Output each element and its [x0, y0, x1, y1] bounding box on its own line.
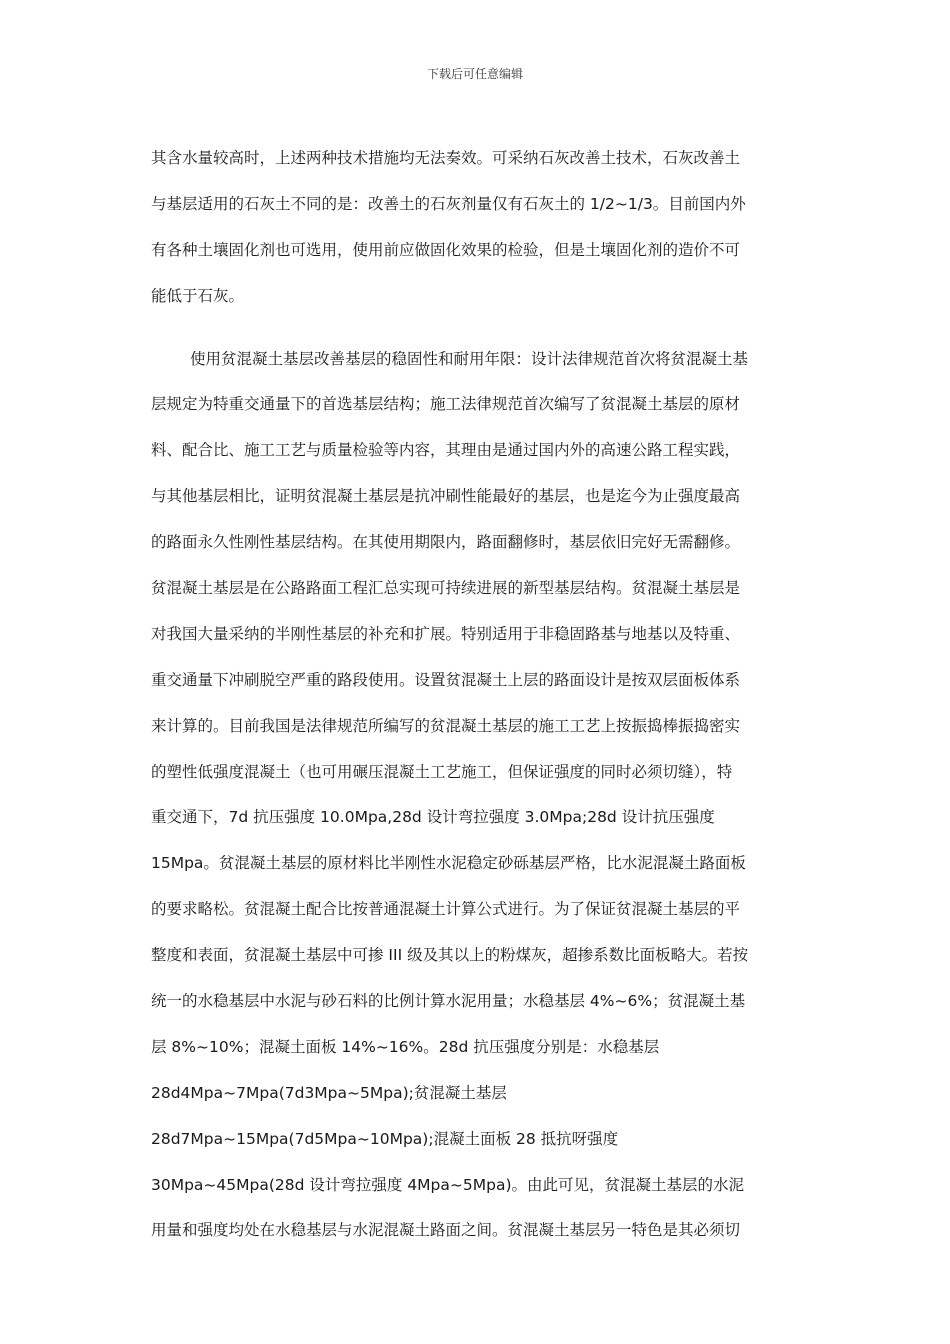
text-line: 的塑性低强度混凝土（也可用碾压混凝土工艺施工，但保证强度的同时必须切缝），特	[151, 762, 733, 781]
text-line: 使用贫混凝土基层改善基层的稳固性和耐用年限：设计法律规范首次将贫混凝土基	[190, 349, 749, 368]
document-body	[151, 144, 799, 1262]
text-line: 28d7Mpa~15Mpa(7d5Mpa~10Mpa);混凝土面板 28 抵抗呀强度	[151, 1129, 619, 1148]
text-line: 重交通量下冲刷脱空严重的路段使用。设置贫混凝土上层的路面设计是按双层面板体系	[151, 670, 741, 689]
paragraph-gap	[151, 328, 799, 345]
text-line: 能低于石灰。	[151, 286, 245, 305]
text-line: 15Mpa。贫混凝土基层的原材料比半刚性水泥稳定砂砾基层严格，比水泥混凝土路面板	[151, 854, 746, 873]
text-line: 层规定为特重交通量下的首选基层结构；施工法律规范首次编写了贫混凝土基层的原材	[151, 395, 741, 414]
text-line: 整度和表面，贫混凝土基层中可掺 III 级及其以上的粉煤灰，超掺系数比面板略大。若按	[151, 946, 749, 965]
page-header: 下载后可任意编辑	[426, 67, 523, 81]
text-line: 与其他基层相比，证明贫混凝土基层是抗冲刷性能最好的基层，也是迄今为止强度最高	[151, 487, 741, 506]
text-line: 与基层适用的石灰土不同的是：改善土的石灰剂量仅有石灰土的 1/2~1/3。目前国内外	[151, 194, 746, 213]
text-line: 贫混凝土基层是在公路路面工程汇总实现可持续进展的新型基层结构。贫混凝土基层是	[151, 579, 741, 598]
text-line: 用量和强度均处在水稳基层与水泥混凝土路面之间。贫混凝土基层另一特色是其必须切	[151, 1221, 741, 1240]
text-line: 有各种土壤固化剂也可选用，使用前应做固化效果的检验，但是土壤固化剂的造价不可	[151, 240, 741, 259]
text-line: 统一的水稳基层中水泥与砂石料的比例计算水泥用量；水稳基层 4%~6%；贫混凝土基	[151, 992, 746, 1011]
text-line: 30Mpa~45Mpa(28d 设计弯拉强度 4Mpa~5Mpa)。由此可见，贫混凝土基层的水泥	[151, 1175, 744, 1194]
text-line: 重交通下，7d 抗压强度 10.0Mpa,28d 设计弯拉强度 3.0Mpa;28d 设计抗压强度	[151, 808, 715, 827]
text-line: 其含水量较高时，上述两种技术措施均无法奏效。可采纳石灰改善土技术，石灰改善土	[151, 149, 741, 167]
text-line: 来计算的。目前我国是法律规范所编写的贫混凝土基层的施工工艺上按振捣棒振捣密实	[151, 716, 741, 735]
text-line: 的要求略松。贫混凝土配合比按普通混凝土计算公式进行。为了保证贫混凝土基层的平	[151, 900, 741, 919]
text-line: 28d4Mpa~7Mpa(7d3Mpa~5Mpa);贫混凝土基层	[151, 1083, 507, 1102]
text-line: 料、配合比、施工工艺与质量检验等内容，其理由是通过国内外的高速公路工程实践，	[151, 441, 741, 460]
text-line: 的路面永久性刚性基层结构。在其使用期限内，路面翻修时，基层依旧完好无需翻修。	[151, 533, 741, 552]
text-line: 对我国大量采纳的半刚性基层的补充和扩展。特别适用于非稳固路基与地基以及特重、	[151, 624, 741, 643]
text-line: 层 8%~10%；混凝土面板 14%~16%。28d 抗压强度分别是：水稳基层	[151, 1037, 660, 1056]
